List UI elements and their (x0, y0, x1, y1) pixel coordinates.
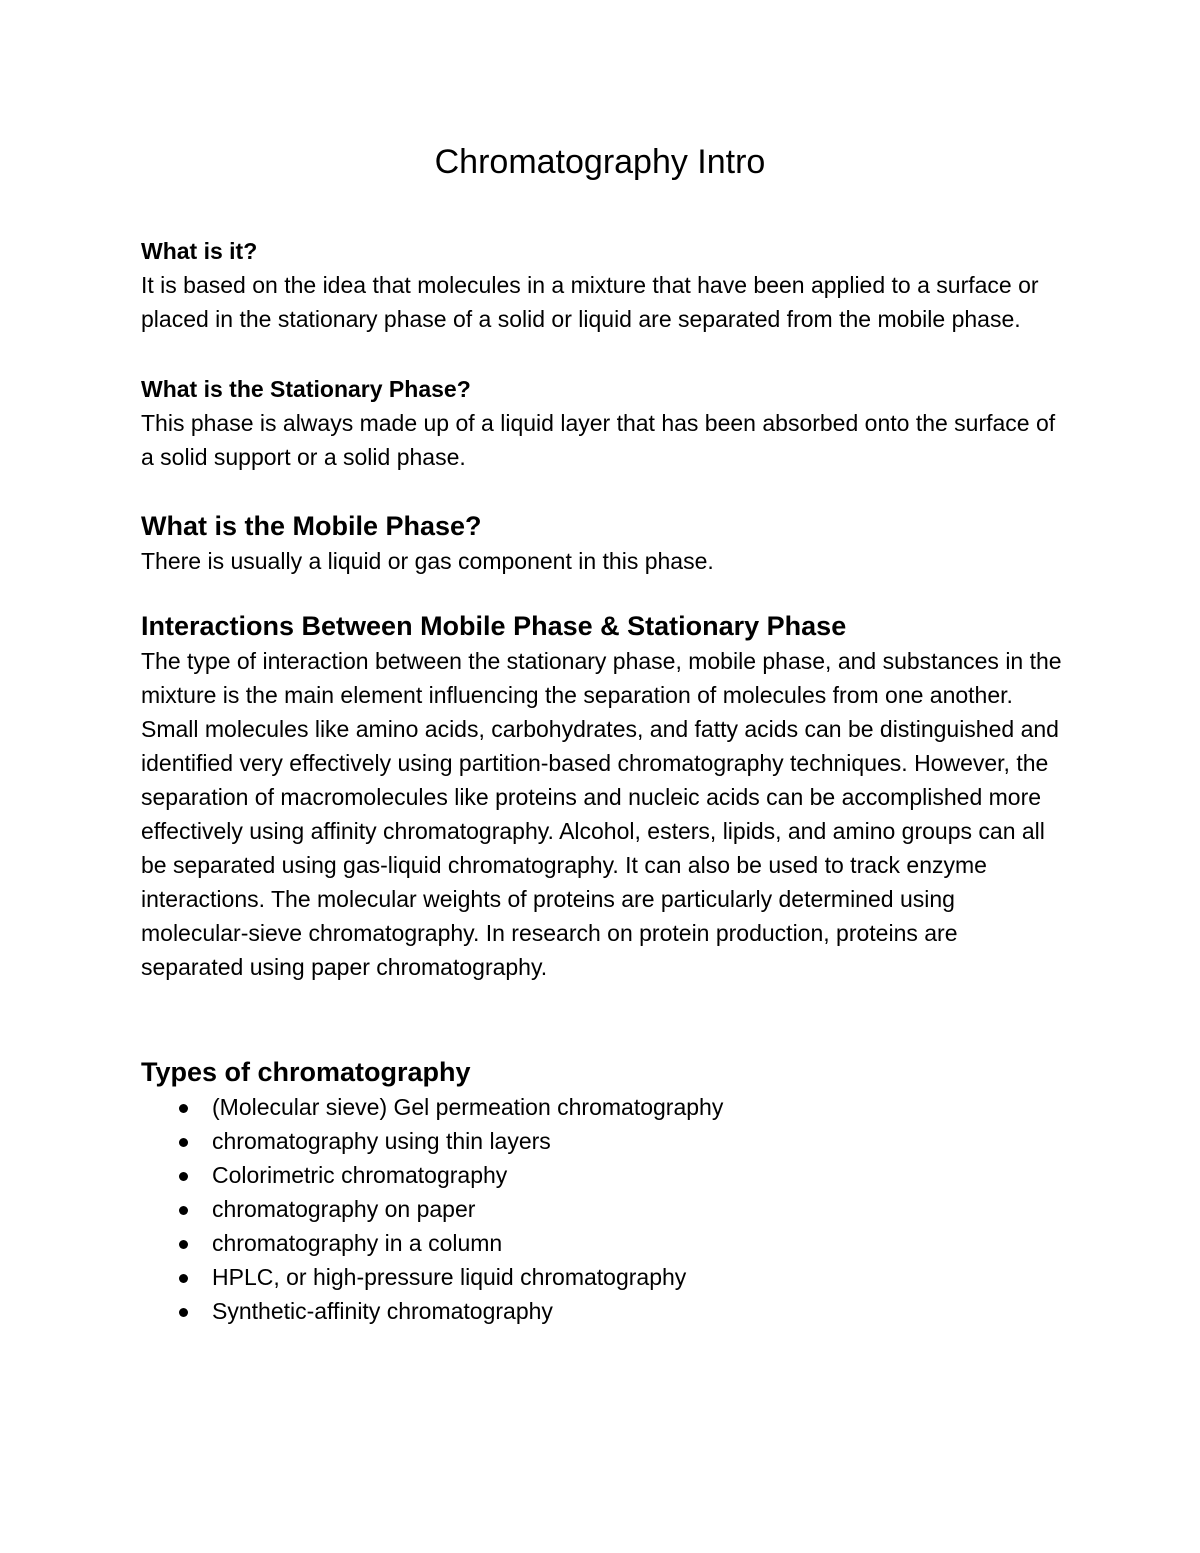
section-types (141, 1054, 1066, 1328)
bullet-icon (179, 1240, 188, 1249)
section-paragraph: This phase is always made up of a liquid layer that has been absorbed onto the surface of a solid support or a solid phase. (141, 410, 1056, 470)
page-title: Chromatography Intro (434, 143, 766, 181)
list-item-text: Colorimetric chromatography (212, 1162, 508, 1188)
section-mobile-phase (141, 508, 1066, 578)
section-paragraph: It is based on the idea that molecules in a mixture that have been applied to a surface or placed in the stationary phase of a solid or liquid are separated from the mobile phase. (141, 272, 1039, 332)
list-item-text: chromatography using thin layers (212, 1128, 551, 1154)
section-paragraph: The type of interaction between the stationary phase, mobile phase, and substances in the mixture is the main element influencing the separation of molecules from one another. Small molecules like amino acids, carbohydrates, and fatty acids can be distinguished and identified very effectively using partition-based chromatography techniques. However, the separation of macromolecules like proteins and nucleic acids can be accomplished more effectively using affinity chromatography. Alcohol, esters, lipids, and amino groups can all be separated using gas-liquid chromatography. It can also be used to track enzyme interactions. The molecular weights of proteins are particularly determined using molecular-sieve chromatography. In research on protein production, proteins are separated using paper chromatography. (141, 648, 1062, 980)
spacer (141, 984, 1066, 1054)
list-item-text: Synthetic-affinity chromatography (212, 1298, 553, 1324)
list-item (141, 1260, 1066, 1294)
spacer (141, 474, 1066, 508)
types-heading: Types of chromatography (141, 1057, 471, 1087)
document-body (141, 234, 1066, 1328)
section-interactions (141, 608, 1066, 984)
section-stationary-phase (141, 372, 1066, 474)
list-item (141, 1192, 1066, 1226)
section-heading: Interactions Between Mobile Phase & Stationary Phase (141, 611, 847, 641)
section-heading: What is the Mobile Phase? (141, 511, 482, 541)
bullet-icon (179, 1308, 188, 1317)
list-item-text: chromatography in a column (212, 1230, 503, 1256)
list-item-text: HPLC, or high-pressure liquid chromatography (212, 1264, 687, 1290)
types-list (141, 1090, 1066, 1328)
list-item (141, 1226, 1066, 1260)
spacer (141, 578, 1066, 608)
spacer (141, 336, 1066, 372)
list-item (141, 1158, 1066, 1192)
list-item (141, 1090, 1066, 1124)
section-paragraph: There is usually a liquid or gas component in this phase. (141, 548, 714, 574)
bullet-icon (179, 1138, 188, 1147)
list-item (141, 1124, 1066, 1158)
list-item (141, 1294, 1066, 1328)
list-item-text: (Molecular sieve) Gel permeation chromatography (212, 1094, 724, 1120)
bullet-icon (179, 1206, 188, 1215)
list-item-text: chromatography on paper (212, 1196, 476, 1222)
bullet-icon (179, 1172, 188, 1181)
section-what-is-it (141, 234, 1066, 336)
bullet-icon (179, 1104, 188, 1113)
section-heading: What is it? (141, 238, 258, 264)
section-heading: What is the Stationary Phase? (141, 376, 471, 402)
bullet-icon (179, 1274, 188, 1283)
